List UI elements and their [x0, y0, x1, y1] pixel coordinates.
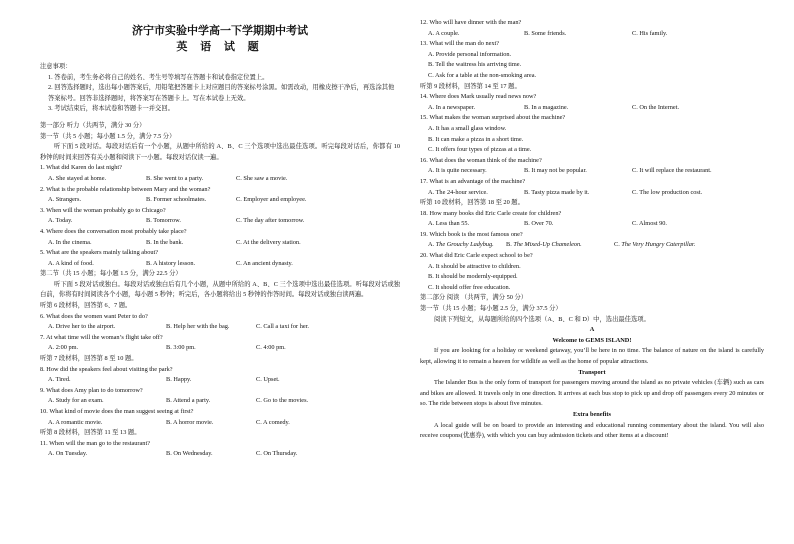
option-a: A. Provide personal information. — [428, 50, 512, 58]
option-a: A. In the cinema. — [48, 238, 92, 246]
option-c: C. The low production cost. — [632, 188, 703, 196]
part1-sec1-heading: 第一节（共 5 小题；每小题 1.5 分，满分 7.5 分） — [40, 132, 176, 140]
option-a: A. The 24-hour service. — [428, 188, 488, 196]
option-b: B. A history lesson. — [146, 259, 196, 267]
option-c: C. On the Internet. — [632, 103, 680, 111]
question-14: 14. Where does Mark usually read news now? — [420, 93, 537, 101]
question-7: 7. At what time will the woman’s flight take off? — [40, 333, 163, 341]
question-8: 8. How did the speakers feel about visiting the park? — [40, 365, 173, 373]
options-16 — [420, 166, 764, 177]
option-b: B. It may not be popular. — [524, 167, 587, 175]
option-a: A. The Grouchy Ladybug. — [428, 241, 494, 249]
options-9 — [40, 396, 400, 407]
options-19 — [420, 240, 764, 251]
option-b: B. In the bank. — [146, 238, 184, 246]
option-b: B. She went to a party. — [146, 174, 204, 182]
passage-paragraph: A local guide will be on board to provide an interesting and educational running commentary about the island. You will also receive coupons(优惠券), with which you can buy admission tickets and other items at a discount! — [420, 421, 764, 440]
option-a: A. A kind of food. — [48, 259, 94, 267]
question-12: 12. Who will have dinner with the man? — [420, 19, 522, 26]
options-4 — [40, 238, 400, 249]
listening-hint: 听第 8 段材料，回答第 11 至 13 题。 — [40, 429, 141, 437]
option-a: A. In a newspaper. — [428, 103, 476, 111]
option-b: B. Help her with the bag. — [166, 323, 230, 331]
options-11 — [40, 449, 400, 460]
option-a: A. A romantic movie. — [48, 418, 103, 426]
listening-hint: 听第 6 段材料，回答第 6、7 题。 — [40, 302, 132, 310]
options-8 — [40, 375, 400, 386]
option-c: C. Almost 90. — [632, 220, 667, 228]
exam-subtitle: 英 语 试 题 — [176, 41, 264, 53]
part2-sec1-heading: 第一节（共 15 小题；每小题 2.5 分，满分 37.5 分） — [420, 305, 562, 313]
note-item: 2. 回答选择题时，选出每小题答案后，用铅笔把答题卡上对应题目的答案标号涂黑。如需改动，用橡皮擦干净后，再选涂其他答案标号。回答非选择题时，将答案写在答题卡上。写在本试卷上无效。 — [48, 84, 395, 102]
option-b: B. Tell the waitress his arriving time. — [428, 61, 522, 69]
option-c: C. Ask for a table at the non-smoking area. — [428, 71, 537, 79]
option-c: C. Employer and employee. — [236, 196, 307, 204]
section-heading-transport: Transport — [578, 368, 606, 376]
part1-sec1-instructions: 听下面 5 段对话。每段对话后有一个小题，从题中所给的 A、B、C 三个选项中选出最佳选项。听完每段对话后，你都有 10 秒钟的时间来回答有关小题和阅读下一小题。每段对话仅读一遍。 — [40, 143, 400, 161]
question-9: 9. What does Amy plan to do tomorrow? — [40, 386, 143, 394]
option-c: C. She saw a movie. — [236, 174, 288, 182]
left-column — [40, 0, 400, 460]
options-5 — [40, 259, 400, 270]
option-b: B. Happy. — [166, 376, 192, 384]
question-19: 19. Which book is the most famous one? — [420, 230, 523, 238]
passage-label: A — [589, 326, 595, 334]
listening-hint: 听第 7 段材料，回答第 8 至 10 题。 — [40, 355, 138, 363]
option-a: A. It should be attractive to children. — [428, 262, 521, 270]
question-16: 16. What does the woman think of the machine? — [420, 156, 542, 164]
options-18 — [420, 219, 764, 230]
option-b: B. It should be modernly-equipped. — [428, 273, 518, 281]
option-b: B. The Mixed-Up Chameleon. — [506, 241, 582, 249]
question-10: 10. What kind of movie does the man suggest seeing at first? — [40, 408, 194, 415]
option-c: C. 4:00 pm. — [256, 344, 286, 352]
option-b: B. In a magazine. — [524, 103, 569, 111]
options-17 — [420, 188, 764, 199]
option-c: C. A comedy. — [256, 418, 290, 426]
part1-sec2-instructions: 听下面 5 段对话或独白。每段对话或独白后有几个小题，从题中所给的 A、B、C 三个选项中选出最佳选项。听每段对话或独白前，你将有时间阅读各个小题，每小题 5 秒钟；听完后，各小题将给出 5 秒钟的作答时间。每段对话或独白读两遍。 — [40, 280, 400, 299]
question-1: 1. What did Karen do last night? — [40, 164, 122, 172]
option-a: A. Study for an exam. — [48, 397, 104, 405]
passage-title: Welcome to GEMS ISLAND! — [552, 336, 632, 344]
question-2: 2. What is the probable relationship between Mary and the woman? — [40, 185, 211, 193]
option-c: C. Upset. — [256, 376, 280, 384]
option-a: A. On Tuesday. — [48, 450, 88, 458]
option-a: A. Today. — [48, 217, 73, 225]
options-7 — [40, 343, 400, 354]
option-c: C. At the delivery station. — [236, 238, 301, 246]
passage-paragraph: If you are looking for a holiday or weekend getaway, you’ll be here in no time. The balance of nature on the island is carefully kept, allowing it to remain a heaven for wildlife as well as the home of popular attractions. — [420, 347, 764, 365]
passage-paragraph: The Islander Bus is the only form of transport for passengers moving around the island as no private vehicles (车辆) such as cars and bikes are allowed. It travels only in one direction. It arrives at each bus stop to pick up and drop off passengers every 20 minutes or so. The ride between stops is about five minutes. — [420, 379, 764, 408]
option-a: A. It is quite necessary. — [428, 167, 487, 175]
option-b: B. It can make a pizza in a short time. — [428, 135, 524, 143]
option-a: A. Less than 55. — [428, 220, 470, 228]
option-b: B. 3:00 pm. — [166, 344, 196, 352]
question-18: 18. How many books did Eric Carle create for children? — [420, 209, 562, 217]
option-b: B. Over 70. — [524, 220, 554, 228]
option-a: A. It has a small glass window. — [428, 124, 507, 132]
option-b: B. On Wednesday. — [166, 450, 213, 458]
question-11: 11. When will the man go to the restaurant? — [40, 439, 150, 447]
option-c: C. The day after tomorrow. — [236, 217, 305, 225]
option-a: A. Tired. — [48, 376, 71, 384]
option-c: C. Call a taxi for her. — [256, 323, 309, 331]
option-a: A. Drive her to the airport. — [48, 323, 116, 331]
question-13: 13. What will the man do next? — [420, 40, 500, 48]
option-c: C. It should offer free education. — [428, 283, 511, 291]
options-3 — [40, 216, 400, 227]
option-c: C. The Very Hungry Caterpillar. — [614, 241, 696, 249]
question-15: 15. What makes the woman surprised about the machine? — [420, 114, 566, 122]
part1-sec2-heading: 第二节（共 15 小题；每小题 1.5 分，满分 22.5 分） — [40, 270, 182, 278]
option-c: C. An ancient dynasty. — [236, 259, 293, 267]
option-c: C. His family. — [632, 29, 668, 37]
option-a: A. A couple. — [428, 29, 460, 37]
listening-hint: 听第 10 段材料，回答第 18 至 20 题。 — [420, 199, 524, 207]
option-b: B. Tomorrow. — [146, 217, 181, 225]
option-b: B. Attend a party. — [166, 397, 211, 405]
question-4: 4. Where does the conversation most probably take place? — [40, 227, 187, 235]
option-c: C. Go to the movies. — [256, 397, 309, 405]
option-a: A. Strangers. — [48, 196, 82, 204]
option-a: A. She stayed at home. — [48, 174, 107, 182]
options-2 — [40, 195, 400, 206]
notes-heading: 注意事项： — [40, 63, 72, 70]
options-12 — [420, 29, 764, 40]
section-heading-extra-benefits: Extra benefits — [573, 410, 611, 418]
question-3: 3. When will the woman probably go to Chicago? — [40, 206, 166, 214]
note-item: 3. 考试结束后，将本试卷和答题卡一并交回。 — [48, 105, 174, 113]
options-10 — [40, 418, 400, 429]
note-item: 1. 答卷前，考生务必将自己的姓名、考生号等填写在答题卡和试卷指定位置上。 — [48, 73, 269, 81]
option-c: C. On Thursday. — [256, 450, 298, 458]
options-14 — [420, 103, 764, 114]
option-c: C. It will replace the restaurant. — [632, 167, 712, 175]
options-1 — [40, 174, 400, 185]
question-17: 17. What is an advantage of the machine? — [420, 177, 526, 185]
exam-title: 济宁市实验中学高一下学期期中考试 — [132, 25, 308, 37]
part1-heading: 第一部分 听力（共两节，满分 30 分） — [40, 121, 146, 129]
part2-instructions: 阅读下列短文，从每题所给的四个选项（A、B、C 和 D）中，选出最佳选项。 — [434, 315, 650, 323]
question-5: 5. What are the speakers mainly talking about? — [40, 249, 159, 257]
right-column — [420, 18, 764, 442]
option-a: A. 2:00 pm. — [48, 344, 79, 352]
option-b: B. A horror movie. — [166, 418, 214, 426]
option-b: B. Some friends. — [524, 29, 567, 37]
question-6: 6. What does the women want Peter to do? — [40, 312, 148, 320]
option-b: B. Tasty pizza made by it. — [524, 188, 590, 196]
part2-heading: 第二部分 阅读 （共两节，满分 50 分） — [420, 294, 528, 302]
option-c: C. It offers four types of pizzas at a time. — [428, 146, 532, 154]
option-b: B. Former schoolmates. — [146, 196, 207, 204]
options-6 — [40, 322, 400, 333]
question-20: 20. What did Eric Carle expect school to be? — [420, 252, 533, 260]
listening-hint: 听第 9 段材料，回答第 14 至 17 题。 — [420, 82, 521, 90]
